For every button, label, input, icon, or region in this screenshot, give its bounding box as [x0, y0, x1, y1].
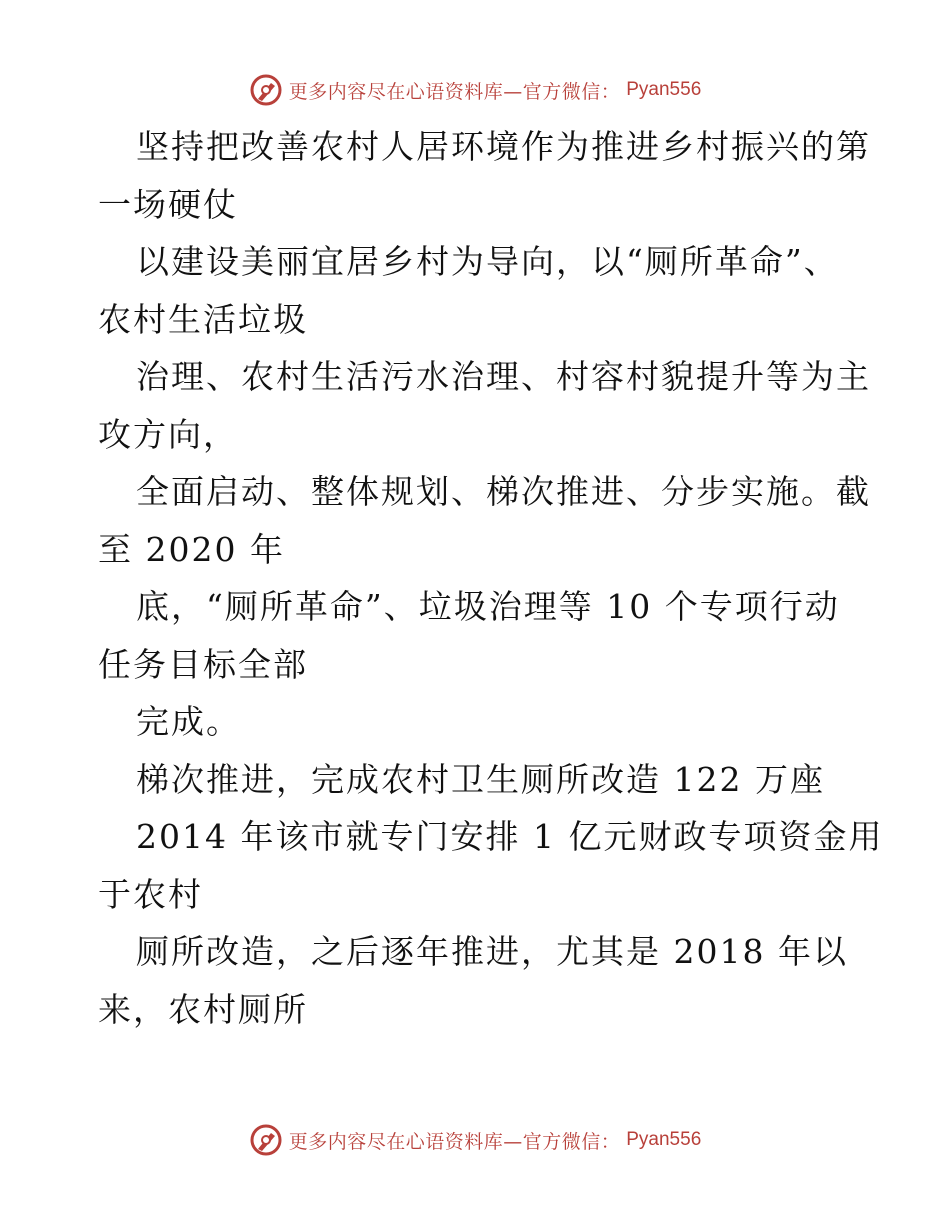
text-line: 梯次推进，完成农村卫生厕所改造 122 万座	[136, 759, 825, 799]
text-line: 厕所改造，之后逐年推进，尤其是 2018 年以	[136, 932, 848, 971]
pen-logo-icon	[249, 73, 283, 107]
text-line: 完成。	[136, 702, 241, 741]
watermark-text: 更多内容尽在心语资料库—官方微信：	[288, 1130, 621, 1153]
text-line: 任务目标全部	[98, 644, 308, 684]
text-line: 坚持把改善农村人居环境作为推进乡村振兴的第	[136, 127, 871, 166]
watermark-footer	[0, 1120, 950, 1160]
text-line: 农村生活垃圾	[98, 299, 308, 339]
text-line: 攻方向，	[98, 414, 238, 454]
text-line: 来，农村厕所	[98, 989, 308, 1029]
text-line: 底，“厕所革命”、垃圾治理等 10 个专项行动	[136, 587, 840, 626]
text-line: 至 2020 年	[98, 529, 285, 569]
text-line: 一场硬仗	[98, 184, 238, 224]
watermark-wechat-id: Pyan556	[626, 79, 702, 100]
watermark-header	[0, 70, 950, 110]
watermark-wechat-id: Pyan556	[626, 1129, 702, 1150]
text-line: 全面启动、整体规划、梯次推进、分步实施。截	[136, 472, 871, 511]
text-line: 治理、农村生活污水治理、村容村貌提升等为主	[136, 357, 871, 396]
document-body	[98, 118, 884, 1038]
text-line: 2014 年该市就专门安排 1 亿元财政专项资金用	[136, 817, 884, 856]
text-line: 于农村	[98, 874, 203, 914]
text-line: 以建设美丽宜居乡村为导向，以“厕所革命”、	[136, 242, 839, 281]
watermark-text: 更多内容尽在心语资料库—官方微信：	[288, 80, 621, 103]
pen-logo-icon	[249, 1123, 283, 1157]
